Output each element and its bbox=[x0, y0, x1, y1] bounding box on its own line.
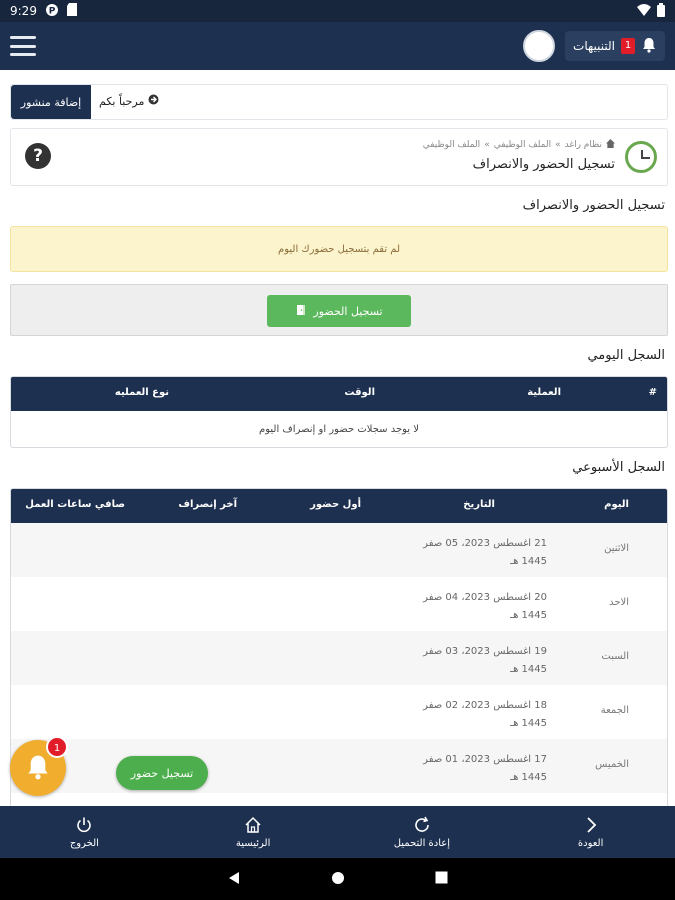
weekly-table-body bbox=[11, 523, 667, 793]
svg-text:P: P bbox=[48, 6, 56, 16]
door-icon bbox=[295, 304, 307, 319]
day-cell: الخميس bbox=[595, 759, 629, 770]
add-post-button[interactable]: إضافة منشور bbox=[11, 85, 91, 119]
clock-icon bbox=[625, 141, 657, 173]
reload-icon bbox=[413, 816, 431, 834]
app-notification-icon bbox=[45, 3, 59, 20]
system-navigation-bar bbox=[0, 858, 675, 900]
nav-logout-label: الخروج bbox=[69, 837, 99, 849]
help-icon[interactable]: ? bbox=[25, 143, 51, 169]
table-row bbox=[11, 523, 667, 577]
nav-logout[interactable] bbox=[24, 816, 144, 849]
header-cell: اليوم bbox=[604, 499, 629, 510]
floating-notifications-button[interactable] bbox=[10, 740, 66, 796]
date-hijri: 1445 هـ bbox=[510, 664, 547, 675]
date-gregorian: 21 اغسطس 2023، 05 صفر bbox=[423, 538, 547, 549]
header-cell: # bbox=[648, 387, 657, 398]
main-content bbox=[0, 70, 675, 806]
welcome-bar bbox=[10, 84, 668, 120]
breadcrumb-separator: » bbox=[555, 140, 561, 150]
header-cell: نوع العمليه bbox=[114, 387, 169, 398]
breadcrumb-item[interactable]: نظام راغد bbox=[564, 140, 602, 150]
date-hijri: 1445 هـ bbox=[510, 772, 547, 783]
breadcrumb-item: الملف الوظيفي bbox=[422, 140, 481, 150]
recents-square-icon[interactable] bbox=[435, 871, 448, 887]
home-icon bbox=[244, 816, 262, 834]
day-cell: السبت bbox=[601, 651, 629, 662]
status-time: 9:29 bbox=[10, 4, 37, 18]
notifications-label: التنبيهات bbox=[573, 39, 615, 53]
date-hijri: 1445 هـ bbox=[510, 718, 547, 729]
avatar[interactable] bbox=[523, 30, 555, 62]
table-row bbox=[11, 685, 667, 739]
header-cell: العملية bbox=[527, 387, 561, 398]
date-cell bbox=[417, 751, 547, 787]
battery-icon bbox=[657, 3, 665, 20]
daily-table-header bbox=[11, 377, 667, 411]
arrow-circle-icon bbox=[148, 94, 159, 108]
floating-checkin-button[interactable]: تسجيل حضور bbox=[116, 756, 208, 790]
home-circle-icon[interactable] bbox=[331, 871, 345, 888]
day-cell: الاثنين bbox=[604, 543, 629, 554]
welcome-text bbox=[99, 94, 159, 108]
nav-back[interactable] bbox=[531, 816, 651, 849]
bell-icon bbox=[25, 754, 51, 783]
weekly-table bbox=[10, 488, 668, 806]
power-icon bbox=[75, 816, 93, 834]
date-cell bbox=[417, 589, 547, 625]
date-hijri: 1445 هـ bbox=[510, 556, 547, 567]
header-cell: صافي ساعات العمل bbox=[25, 499, 125, 510]
table-row bbox=[11, 631, 667, 685]
date-gregorian: 17 اغسطس 2023، 01 صفر bbox=[423, 754, 547, 765]
floating-notifications-badge: 1 bbox=[46, 736, 68, 758]
checkin-button[interactable] bbox=[267, 295, 411, 327]
header-cell: أول حضور bbox=[310, 499, 361, 510]
weekly-table-header bbox=[11, 489, 667, 523]
checkin-panel bbox=[10, 284, 668, 336]
bell-icon bbox=[641, 37, 657, 56]
home-icon bbox=[606, 139, 615, 151]
bottom-nav bbox=[0, 806, 675, 858]
section-title-attendance: تسجيل الحضور والانصراف bbox=[522, 198, 665, 213]
sd-card-icon bbox=[67, 3, 77, 19]
header-cell: التاريخ bbox=[463, 499, 495, 510]
header-cell: آخر إنصراف bbox=[178, 499, 237, 510]
notifications-count-badge: 1 bbox=[621, 38, 635, 54]
day-cell: الاحد bbox=[609, 597, 629, 608]
breadcrumb-separator: » bbox=[484, 140, 490, 150]
date-hijri: 1445 هـ bbox=[510, 610, 547, 621]
menu-icon[interactable] bbox=[10, 36, 36, 56]
nav-reload-label: إعادة التحميل bbox=[393, 837, 451, 849]
daily-table bbox=[10, 376, 668, 448]
wifi-icon bbox=[637, 4, 651, 19]
breadcrumb bbox=[423, 139, 615, 151]
table-row bbox=[11, 577, 667, 631]
date-cell bbox=[417, 643, 547, 679]
date-cell bbox=[417, 535, 547, 571]
chevron-right-icon bbox=[585, 816, 597, 834]
nav-reload[interactable] bbox=[362, 816, 482, 849]
page-title: تسجيل الحضور والانصراف bbox=[472, 157, 615, 172]
nav-back-label: العودة bbox=[577, 837, 604, 849]
day-cell: الجمعة bbox=[600, 705, 629, 716]
date-gregorian: 18 اغسطس 2023، 02 صفر bbox=[423, 700, 547, 711]
date-gregorian: 19 اغسطس 2023، 03 صفر bbox=[423, 646, 547, 657]
section-title-daily: السجل اليومي bbox=[587, 348, 665, 363]
warning-alert: لم تقم بتسجيل حضورك اليوم bbox=[10, 226, 668, 272]
date-gregorian: 20 اغسطس 2023، 04 صفر bbox=[423, 592, 547, 603]
breadcrumb-card bbox=[10, 128, 668, 186]
welcome-label: مرحباً بكم bbox=[99, 94, 145, 108]
daily-empty-row: لا يوجد سجلات حضور او إنصراف اليوم bbox=[259, 423, 419, 435]
checkin-label: تسجيل الحضور bbox=[313, 304, 383, 318]
date-cell bbox=[417, 697, 547, 733]
back-triangle-icon[interactable] bbox=[227, 871, 241, 888]
header-cell: الوقت bbox=[344, 387, 375, 398]
app-bar bbox=[0, 22, 675, 70]
table-row bbox=[11, 739, 667, 793]
nav-home[interactable] bbox=[193, 816, 313, 849]
notifications-button[interactable] bbox=[565, 31, 665, 61]
breadcrumb-item[interactable]: الملف الوظيفي bbox=[493, 140, 552, 150]
nav-home-label: الرئيسية bbox=[235, 837, 271, 849]
section-title-weekly: السجل الأسبوعي bbox=[572, 460, 665, 475]
status-bar bbox=[0, 0, 675, 22]
